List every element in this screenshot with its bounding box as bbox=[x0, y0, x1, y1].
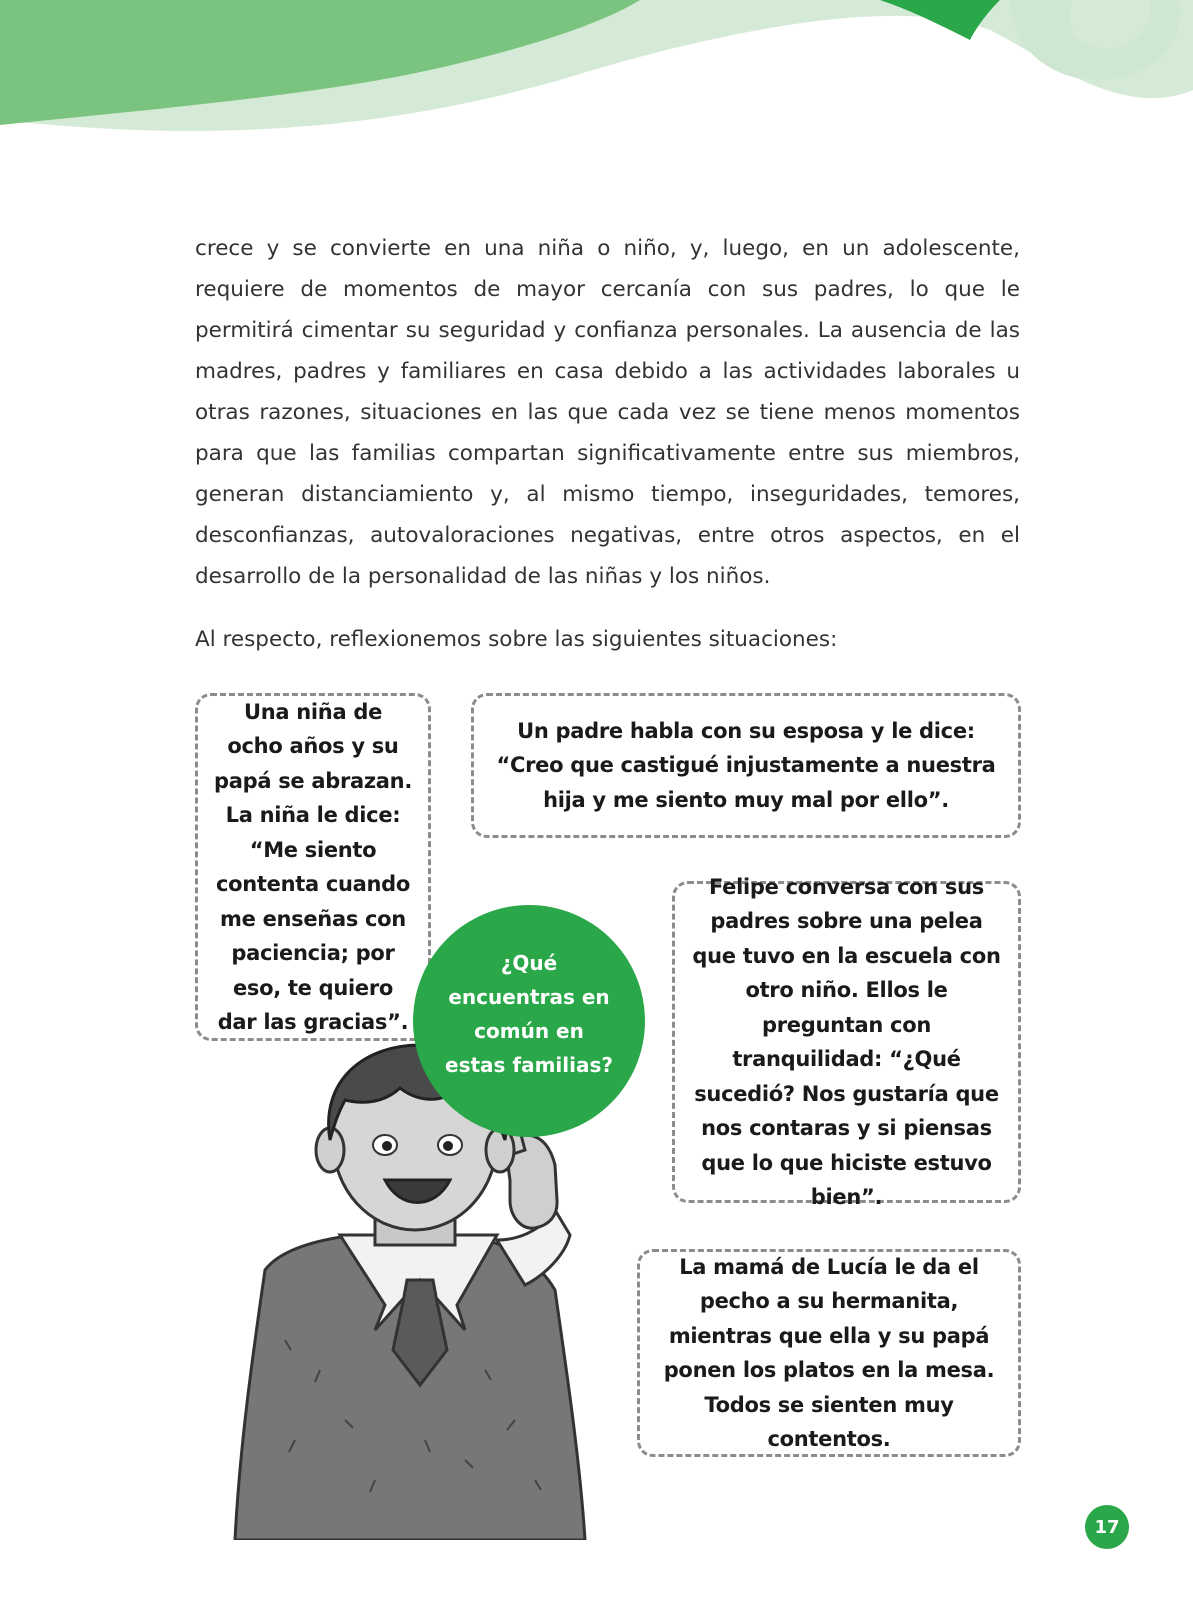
situation-text: Una niña de ocho años y su papá se abrazan. La niña le dice: “Me siento contenta cuando me enseñas con paciencia; por eso, te quiero dar las gracias”. bbox=[213, 699, 413, 1034]
header-wave-decoration bbox=[0, 0, 1193, 150]
situation-text: Un padre habla con su esposa y le dice: “Creo que castigué injustamente a nuestra hija y me siento muy mal por ello”. bbox=[496, 718, 996, 812]
body-paragraph: crece y se convierte en una niña o niño, y, luego, en un adolescente, requiere de momentos de mayor cercanía con sus padres, lo que le permitirá cimentar su seguridad y confianza personales. La ausencia de las madres, padres y familiares en casa debido a las actividades laborales u otras razones, situaciones en las que cada vez se tiene menos momentos para que las familias compartan significativamente entre sus miembros, generan distanciamiento y, al mismo tiempo, inseguridades, temores, desconfianzas, autovaloraciones negativas, entre otros aspectos, en el desarrollo de la personalidad de las niñas y los niños. bbox=[195, 236, 1020, 589]
situation-box-3 bbox=[672, 874, 1021, 1209]
situation-text: Felipe conversa con sus padres sobre una pelea que tuvo en la escuela con otro niño. Ellos le preguntan con tranquilidad: “¿Qué sucedió? Nos gustaría que nos contaras y si piensas que lo que hiciste estuvo bien”. bbox=[692, 874, 1001, 1209]
intro-line: Al respecto, reflexionemos sobre las siguientes situaciones: bbox=[195, 627, 838, 652]
question-bubble bbox=[413, 905, 645, 1137]
situation-box-2 bbox=[471, 693, 1021, 838]
page-number: 17 bbox=[1085, 1505, 1129, 1549]
main-text bbox=[195, 228, 1020, 660]
question-text: ¿Qué encuentras en común en estas familias? bbox=[445, 951, 613, 1077]
situation-box-1 bbox=[195, 693, 431, 1041]
situation-text: La mamá de Lucía le da el pecho a su hermanita, mientras que ella y su papá ponen los platos en la mesa. Todos se sienten muy contentos. bbox=[663, 1254, 995, 1451]
situation-box-4 bbox=[637, 1249, 1021, 1457]
